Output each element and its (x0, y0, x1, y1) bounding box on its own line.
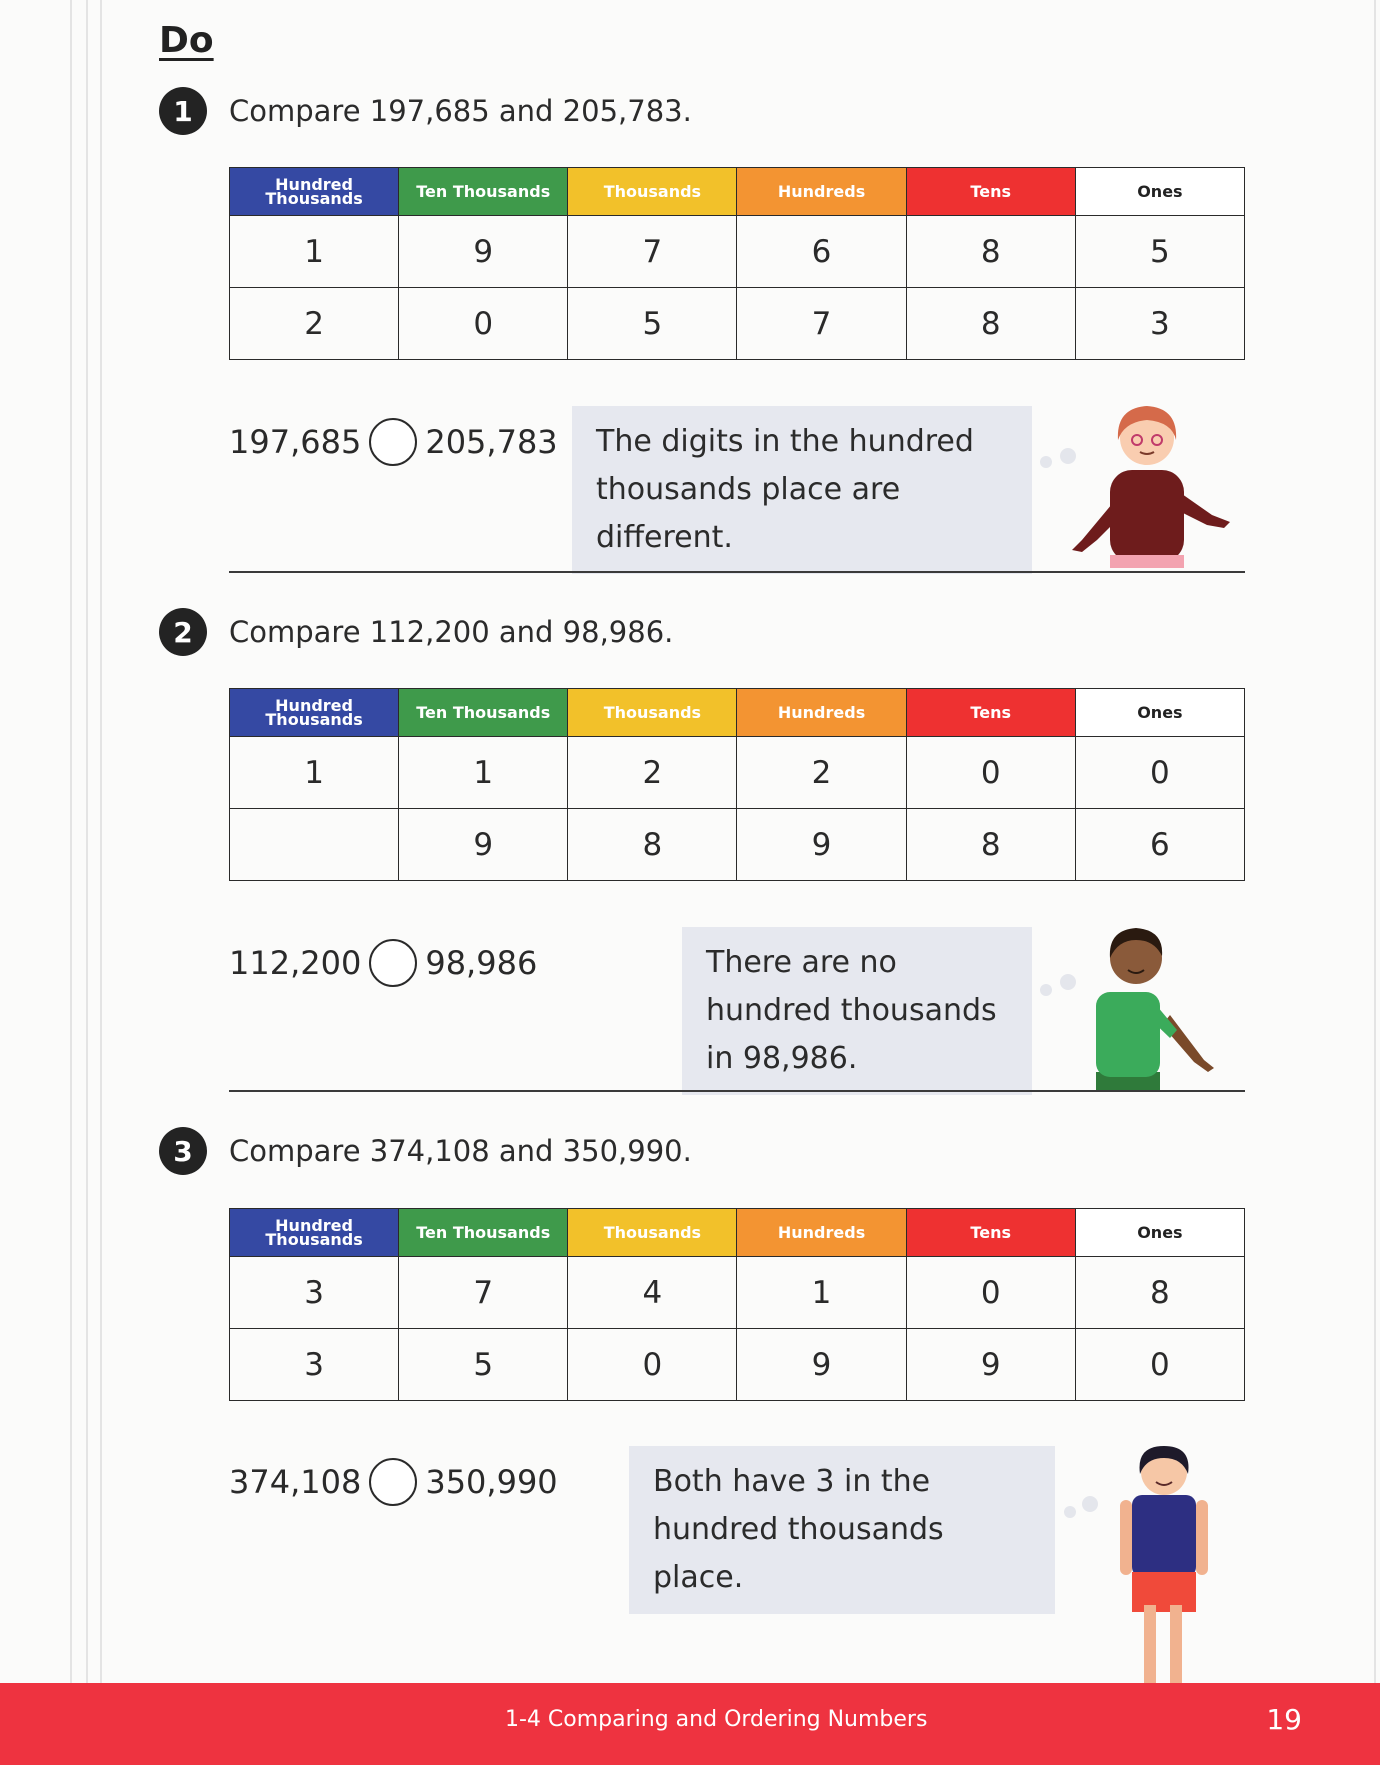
table-row (230, 737, 1245, 809)
hint-bubble (682, 927, 1032, 1095)
thought-dot (1040, 456, 1052, 468)
column-header-thousands: Thousands (568, 1209, 737, 1257)
digit-cell: 7 (399, 1257, 568, 1329)
digit-cell: 2 (230, 288, 399, 360)
column-header-ones: Ones (1075, 689, 1244, 737)
column-header-hundred-thousands: Hundred Thousands (230, 689, 399, 737)
digit-cell: 8 (906, 216, 1075, 288)
column-header-ten-thousands: Ten Thousands (399, 1209, 568, 1257)
digit-cell: 7 (737, 288, 906, 360)
column-header-ones: Ones (1075, 1209, 1244, 1257)
hint-text: The digits in the hundred thousands place are different. (596, 424, 974, 555)
column-header-hundreds: Hundreds (737, 1209, 906, 1257)
student-character-girl-icon (1052, 400, 1242, 570)
question-1 (159, 87, 692, 135)
footer-lesson-title: 1-4 Comparing and Ordering Numbers (505, 1707, 928, 1732)
question-prompt: Compare 112,200 and 98,986. (229, 615, 674, 649)
column-header-tens: Tens (906, 689, 1075, 737)
column-header-tens: Tens (906, 1209, 1075, 1257)
question-prompt: Compare 374,108 and 350,990. (229, 1134, 692, 1168)
student-character-boy-icon (1082, 920, 1232, 1092)
digit-cell: 8 (1075, 1257, 1244, 1329)
right-number: 205,783 (425, 423, 558, 461)
comparison-answer-circle[interactable] (369, 1458, 417, 1506)
column-header-hundred-thousands: Hundred Thousands (230, 1209, 399, 1257)
place-value-table (229, 1208, 1245, 1401)
column-header-ten-thousands: Ten Thousands (399, 168, 568, 216)
table-row (230, 216, 1245, 288)
column-header-thousands: Thousands (568, 168, 737, 216)
question-prompt: Compare 197,685 and 205,783. (229, 94, 692, 128)
table-header-row (230, 1209, 1245, 1257)
digit-cell: 2 (737, 737, 906, 809)
digit-cell: 0 (1075, 737, 1244, 809)
section-divider (229, 1090, 1245, 1092)
right-number: 98,986 (425, 944, 538, 982)
page-edge-line (70, 0, 72, 1765)
digit-cell: 3 (230, 1329, 399, 1401)
section-heading: Do (159, 20, 214, 61)
digit-cell: 0 (906, 737, 1075, 809)
digit-cell: 9 (737, 1329, 906, 1401)
digit-cell: 1 (399, 737, 568, 809)
table-row (230, 288, 1245, 360)
page-edge-line (86, 0, 88, 1765)
digit-cell: 0 (906, 1257, 1075, 1329)
thought-dot (1064, 1506, 1076, 1518)
section-divider (229, 571, 1245, 573)
digit-cell: 9 (399, 216, 568, 288)
page-edge-line (100, 0, 102, 1765)
digit-cell: 3 (230, 1257, 399, 1329)
column-header-ones: Ones (1075, 168, 1244, 216)
digit-cell: 8 (906, 288, 1075, 360)
digit-cell: 0 (568, 1329, 737, 1401)
left-number: 374,108 (229, 1463, 362, 1501)
question-number-badge: 3 (159, 1127, 207, 1175)
right-number: 350,990 (425, 1463, 558, 1501)
question-3 (159, 1127, 692, 1175)
digit-cell: 5 (568, 288, 737, 360)
table-header-row (230, 168, 1245, 216)
hint-bubble (629, 1446, 1055, 1614)
thought-dot (1082, 1496, 1098, 1512)
digit-cell: 1 (737, 1257, 906, 1329)
digit-cell: 8 (568, 809, 737, 881)
digit-cell: 8 (906, 809, 1075, 881)
digit-cell: 7 (568, 216, 737, 288)
digit-cell (230, 809, 399, 881)
column-header-hundreds: Hundreds (737, 689, 906, 737)
comparison-statement (229, 418, 558, 466)
page-edge-line (1374, 0, 1376, 1765)
table-row (230, 809, 1245, 881)
digit-cell: 4 (568, 1257, 737, 1329)
comparison-statement (229, 939, 537, 987)
table-header-row (230, 689, 1245, 737)
digit-cell: 0 (1075, 1329, 1244, 1401)
place-value-table (229, 688, 1245, 881)
left-number: 112,200 (229, 944, 362, 982)
digit-cell: 9 (737, 809, 906, 881)
place-value-table (229, 167, 1245, 360)
comparison-answer-circle[interactable] (369, 939, 417, 987)
digit-cell: 6 (737, 216, 906, 288)
question-2 (159, 608, 673, 656)
page-number: 19 (1266, 1703, 1302, 1736)
column-header-tens: Tens (906, 168, 1075, 216)
comparison-statement (229, 1458, 558, 1506)
digit-cell: 5 (399, 1329, 568, 1401)
column-header-hundred-thousands: Hundred Thousands (230, 168, 399, 216)
column-header-ten-thousands: Ten Thousands (399, 689, 568, 737)
comparison-answer-circle[interactable] (369, 418, 417, 466)
digit-cell: 5 (1075, 216, 1244, 288)
digit-cell: 0 (399, 288, 568, 360)
hint-text: Both have 3 in the hundred thousands place. (653, 1464, 944, 1595)
digit-cell: 9 (399, 809, 568, 881)
digit-cell: 2 (568, 737, 737, 809)
table-row (230, 1329, 1245, 1401)
table-row (230, 1257, 1245, 1329)
left-number: 197,685 (229, 423, 362, 461)
digit-cell: 6 (1075, 809, 1244, 881)
column-header-thousands: Thousands (568, 689, 737, 737)
hint-bubble (572, 406, 1032, 574)
thought-dot (1040, 984, 1052, 996)
thought-dot (1060, 974, 1076, 990)
digit-cell: 1 (230, 216, 399, 288)
question-number-badge: 2 (159, 608, 207, 656)
hint-text: There are no hundred thousands in 98,986. (706, 945, 997, 1076)
page-footer (0, 1683, 1380, 1765)
digit-cell: 3 (1075, 288, 1244, 360)
digit-cell: 9 (906, 1329, 1075, 1401)
column-header-hundreds: Hundreds (737, 168, 906, 216)
question-number-badge: 1 (159, 87, 207, 135)
digit-cell: 1 (230, 737, 399, 809)
